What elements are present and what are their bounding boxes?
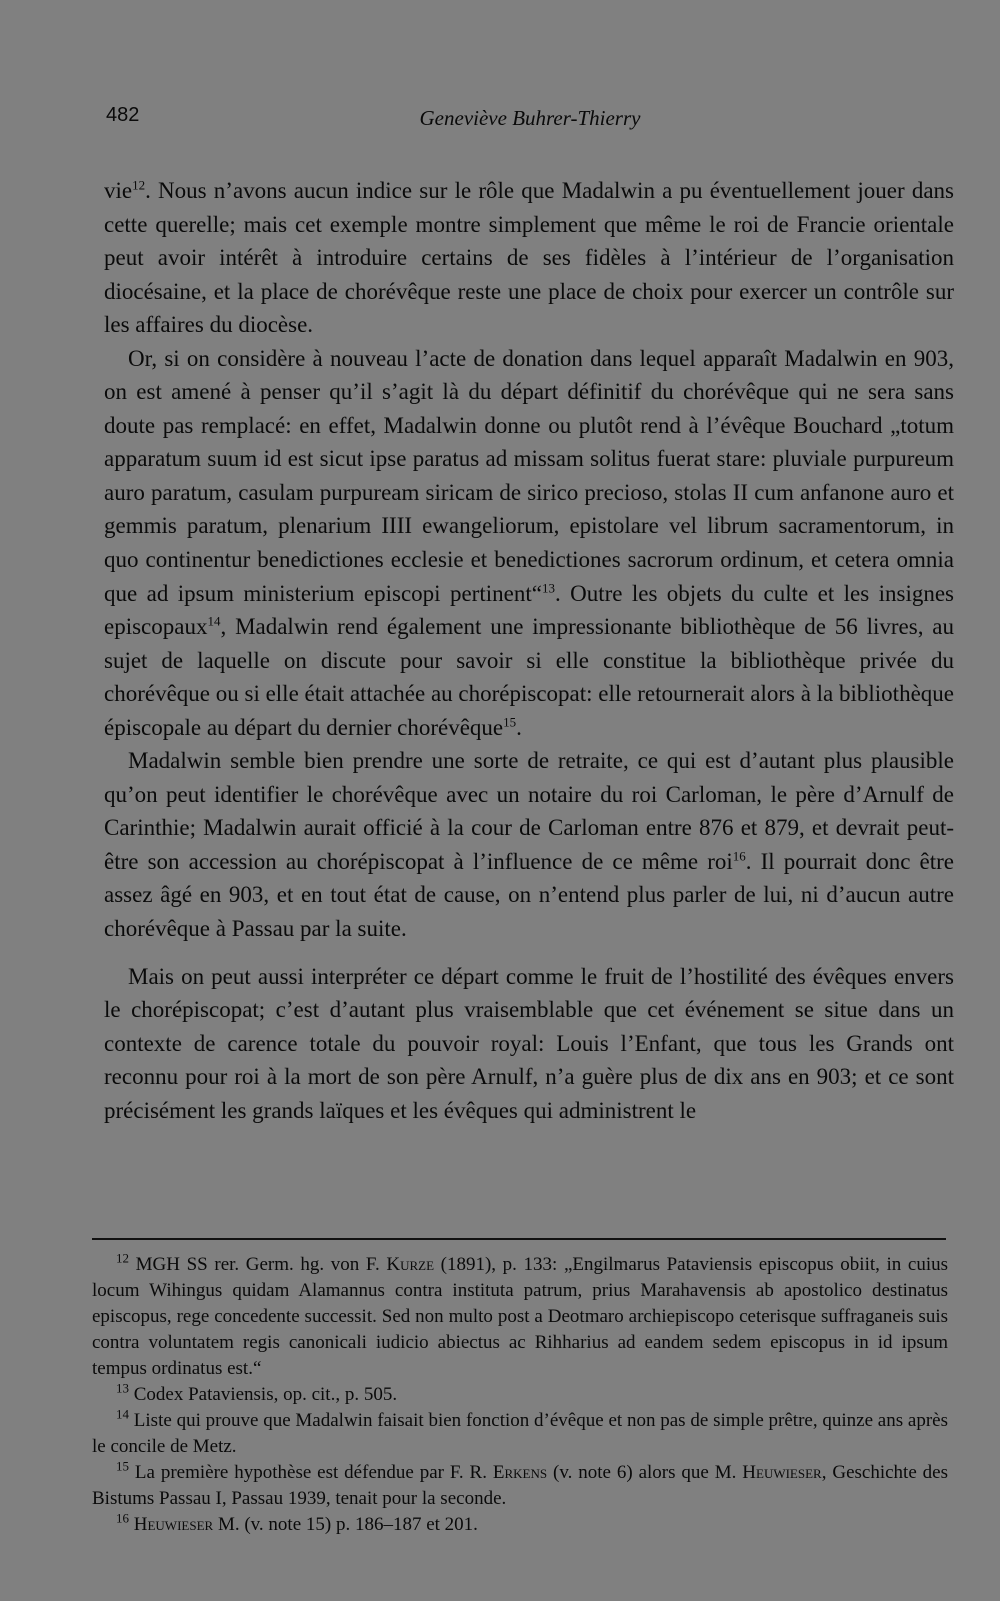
footnote-ref-16: 16 (732, 848, 746, 864)
author-name: Heuwieser (742, 1462, 822, 1483)
footnote-14 (92, 1408, 948, 1460)
text-span: Liste qui prouve que Madalwin faisait bien fonction d’évêque et non pas de simple prêtre, quinze ans après le concile de Metz. (92, 1410, 949, 1457)
footnotes (92, 1252, 948, 1538)
paragraph-1 (104, 174, 954, 342)
author-name: Heuwieser (133, 1514, 214, 1535)
page-number: 482 (106, 104, 140, 126)
footnote-ref-12: 12 (132, 177, 146, 193)
text-span: Mais on peut aussi interpréter ce départ comme le fruit de l’hostilité des évêques envers le chorépiscopat; c’est d’autant plus vraisemblable que cet événement se situe dans un contexte de carence totale du pouvoir royal: Louis l’Enfant, que tous les Grands ont reconnu pour roi à la mort de son père Arnulf, n’a guère plus de dix ans en 903; et ce sont précisément les grands laïques et les évêques qui administrent le (104, 963, 954, 1123)
text-span: La première hypothèse est défendue par F. R. (134, 1462, 493, 1483)
text-span: Madalwin semble bien prendre une sorte de retraite, ce qui est d’autant plus plausible qu’on peut identifier le chorévêque avec un notaire du roi Carloman, le père d’Arnulf de Carinthie; Madalwin aurait officié à la cour de Carloman entre 876 et 879, et devrait peut-être son accession au chorépiscopat à l’influence de ce même roi (104, 748, 954, 874)
text-span: Codex Pataviensis, op. cit., p. 505. (133, 1384, 398, 1405)
text-span: vie (104, 178, 133, 203)
paragraph-4 (104, 960, 954, 1128)
text-span: (1891), p. 133: „Engilmarus Pataviensis episcopus obiit, in cuius locum Wihingus quidam Alamannus contra instituta patrum, prius Marahavensis ab apostolico destinatus episcopus, rege concedente successit. Sed non multo post a Deotmaro archiepiscopo ceterisque suffraganeis suis contra voluntatem regis canonicali iudicio abiectus ac Rihharius ad eandem sedem episcopus in id ipsum tempus ordinatus est.“ (92, 1254, 949, 1379)
author-name: Kurze (386, 1254, 435, 1275)
text-span: Or, si on considère à nouveau l’acte de donation dans lequel apparaît Madalwin en 903, on est amené à penser qu’il s’agit là du départ définitif du chorévêque qui ne sera sans doute pas remplacé: en effet, Madalwin donne ou plutôt rend à l’évêque Bouchard „totum apparatum suum id est sicut ipse paratus ad missam solitus fuerat stare: pluviale purpureum auro paratum, casulam purpuream siricam de sirico precioso, stolas II cum anfanone auro et gemmis paratum, plenarium IIII ewangeliorum, epistolare vel librum sacramentorum, in quo continentur benedictiones ecclesie et benedictiones sacrorum ordinum, et cetera omnia que ad ipsum ministerium episcopi pertinent“ (104, 345, 954, 606)
footnote-ref-14: 14 (207, 613, 221, 629)
footnote-number: 14 (116, 1406, 129, 1422)
footnote-13 (92, 1382, 948, 1408)
text-span: . (516, 714, 522, 740)
text-span: . Il pourrait donc être assez âgé en 903, et en tout état de cause, on n’entend plus parler de lui, ni d’aucun autre chorévêque à Passau par la suite. (104, 848, 955, 942)
paragraph-2 (104, 342, 954, 745)
footnote-number: 16 (116, 1510, 129, 1526)
footnote-15 (92, 1460, 948, 1512)
author-name: Erkens (492, 1462, 548, 1483)
text-span: M. (v. note 15) p. 186–187 et 201. (213, 1514, 478, 1535)
footnote-ref-15: 15 (503, 714, 517, 730)
footnote-16 (92, 1512, 948, 1538)
main-text (104, 174, 954, 1127)
running-head: Geneviève Buhrer-Thierry (419, 106, 641, 130)
footnote-divider (92, 1238, 946, 1240)
footnote-ref-13: 13 (541, 579, 555, 595)
paragraph-3 (104, 744, 954, 945)
footnote-number: 12 (116, 1250, 129, 1266)
text-span: , Madalwin rend également une impressionante bibliothèque de 56 livres, au sujet de laquelle on discute pour savoir si elle constitue la bibliothèque privée du chorévêque ou si elle était attachée au chorépiscopat: elle retournerait alors à la bibliothèque épiscopale au départ du dernier chorévêque (104, 614, 954, 740)
text-span: . Outre les objets du culte et les insignes episcopaux (104, 580, 955, 640)
text-span: MGH SS rer. Germ. hg. von F. (135, 1254, 387, 1275)
footnote-12 (92, 1252, 948, 1382)
footnote-number: 15 (116, 1458, 129, 1474)
text-span: , Geschichte des Bistums Passau I, Passau 1939, tenait pour la seconde. (92, 1462, 948, 1509)
page-header (106, 104, 954, 136)
footnote-number: 13 (116, 1380, 129, 1396)
text-span: . Nous n’avons aucun indice sur le rôle que Madalwin a pu éventuellement jouer dans cette querelle; mais cet exemple montre simplement que même le roi de Francie orientale peut avoir intérêt à introduire certains de ses fidèles à l’intérieur de l’organisation diocésaine, et la place de chorévêque reste une place de choix pour exercer un contrôle sur les affaires du diocèse. (104, 178, 954, 338)
text-span: (v. note 6) alors que M. (547, 1462, 743, 1483)
